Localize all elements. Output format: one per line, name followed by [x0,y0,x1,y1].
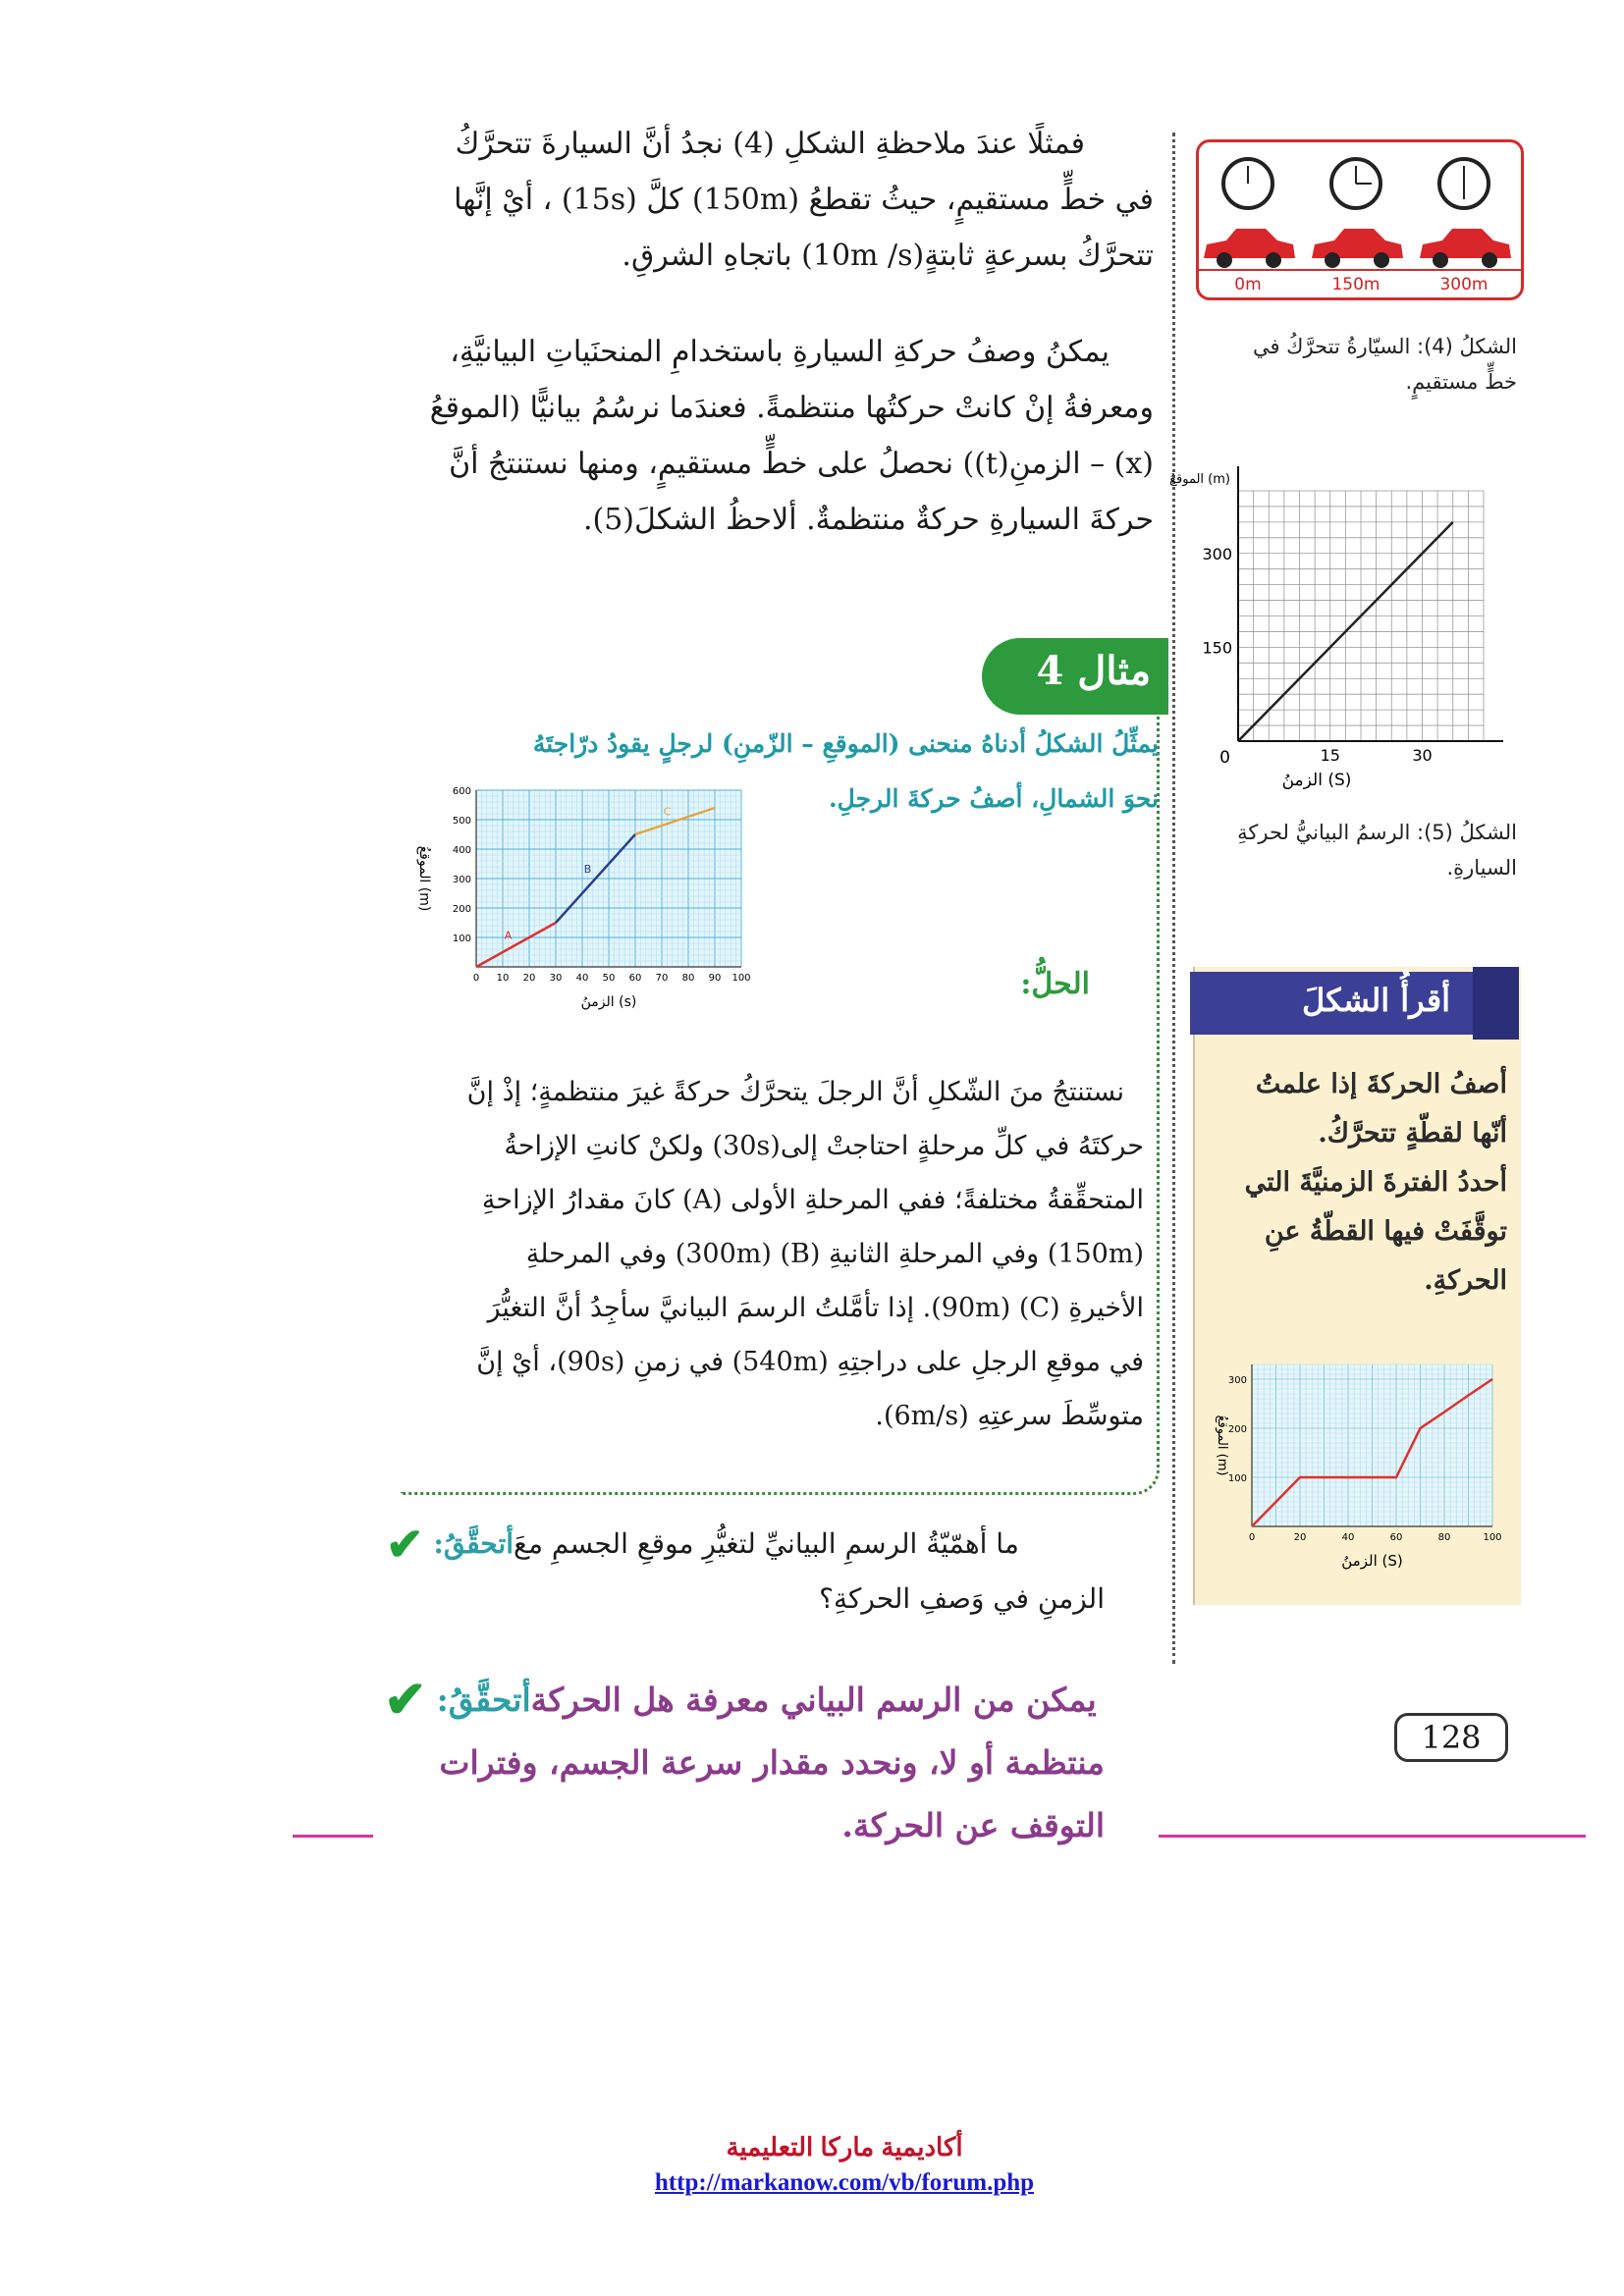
figure4-caption [1193,329,1517,400]
header-accent [1473,967,1519,1040]
text-line: ما أهمّيّةُ الرسمِ البيانيِّ لتغيُّرِ موقعِ الجسمِ معَ [514,1527,1019,1560]
check-label: أتحقَّقُ: [433,1527,514,1560]
y-tick-label: 300 [1227,1375,1247,1386]
wheel [1217,252,1232,268]
y-tick-label: 100 [452,934,471,944]
position-label: 300m [1439,275,1489,294]
wheel [1433,252,1448,268]
footer-title: أكاديمية ماركا التعليمية [726,2132,963,2162]
text-line: أنّها لقطّةٍ تتحرَّكُ. [1318,1118,1507,1148]
text-line: تتحرَّكُ بسرعةٍ ثابتةٍ(10m /s) باتجاهِ الشرقِ. [622,239,1154,273]
x-tick-label: 80 [1437,1532,1451,1543]
x-tick-label: 60 [1389,1532,1403,1543]
solution-label: الحلُّ: [1020,967,1090,1001]
text-line: المتحقِّقةُ مختلفةً؛ ففي المرحلةِ الأولى (A) كانَ مقدارُ الإزاحةِ [481,1185,1144,1215]
example-label: مثال 4 [1036,648,1151,694]
text-line: الأخيرةِ (C) (90m). إذا تأمَّلتُ الرسمَ البيانيَّ سأجِدُ أنَّ التغيُّرَ [487,1293,1144,1323]
caption-line: الشكلُ (5): الرسمُ البيانيُّ لحركةِ [1237,821,1517,844]
read-figure-header [1190,972,1519,1035]
text-line: توقَّفَتْ فيها القطّةُ عنِ [1264,1216,1507,1247]
y-axis-label: الموقعُ (m) [416,845,432,912]
divider-left [293,1835,373,1838]
x-tick-label: 0 [1248,1532,1256,1543]
caption-line: خطٍّ مستقيمٍ. [1405,370,1517,394]
text-line: أصفُ الحركةَ إذا علمتُ [1255,1069,1507,1099]
y-tick-label: 400 [452,845,471,856]
wheel [1482,252,1497,268]
x-tick-label: 50 [602,973,616,984]
read-figure-title: أقرأُ الشكلَ [1302,982,1450,1019]
x-tick-label: 90 [708,973,722,984]
text-line: حركتَهُ في كلِّ مرحلةٍ احتاجتْ إلى(30s) ولكنْ كانتِ الإزاحةُ [504,1131,1144,1161]
x-tick-label: 40 [1341,1532,1355,1543]
text-line: الزمنِ في وَصفِ الحركةِ؟ [819,1582,1105,1615]
text-line: متوسِّطَ سرعتِهِ (6m/s). [875,1401,1144,1431]
x-tick-label: 10 [496,973,510,984]
x-tick-label: 70 [655,973,669,984]
text-line: فمثلًا عندَ ملاحظةِ الشكلِ (4) نجدُ أنَّ السيارةَ تتحرَّكُ [455,127,1085,161]
y-tick-label: 500 [452,816,471,827]
x-axis-label: الزمنُ (S) [1281,771,1352,790]
car-icon [1204,229,1295,258]
car-icon [1312,229,1403,258]
text-line: (150m) وفي المرحلةِ الثانيةِ (B) (300m) وفي المرحلةِ [525,1239,1144,1269]
y-tick-label: 150 [1202,638,1232,658]
text-line: التوقف عن الحركة. [841,1806,1105,1844]
x-tick-label: 20 [1293,1532,1307,1543]
solution-paragraph [417,1065,1144,1443]
check-section [378,1517,1173,1627]
origin-label: 0 [1219,748,1230,768]
x-tick-label: 60 [628,973,642,984]
y-tick-label: 200 [452,904,471,915]
answer-section [378,1669,1173,1857]
text-line: (x) – الزمنِ(t)) نحصلُ على خطٍّ مستقيمٍ، ومنها نستنتجُ أنَّ [449,447,1154,481]
example-question [532,717,1159,827]
figure4-box [1196,139,1524,300]
text-line: في موقعِ الرجلِ على دراجتِهِ (540m) في زمنِ (90s)، أيْ إنَّ [476,1347,1144,1377]
figure4-art [1199,142,1521,297]
series-label: C [663,805,672,819]
example4-chart [403,775,766,1021]
y-axis-label: الموقعُ (m) [1215,1415,1229,1476]
check-mark-icon: ✔ [386,1518,424,1571]
example-badge [982,638,1168,715]
wheel [1374,252,1389,268]
text-line: يمثِّلُ الشكلُ أدناهُ منحنى (الموقعِ – الزّمنِ) لرجلٍ يقودُ درّاجتَهُ [532,729,1159,758]
x-tick-label: 40 [575,973,589,984]
x-tick-label: 80 [681,973,695,984]
text-line: الحركةِ. [1424,1265,1507,1296]
y-tick-label: 300 [1202,544,1232,563]
figure5-caption [1193,815,1517,885]
x-tick-label: 100 [1483,1532,1502,1543]
x-tick-label: 100 [731,973,751,984]
intro-paragraph [378,116,1154,284]
answer-label: أتحقَّقُ: [436,1681,531,1719]
x-tick-label: 30 [549,973,563,984]
y-axis-label: الموقعُ (m) [1169,472,1230,487]
position-label: 150m [1331,275,1380,294]
text-line: نستنتجُ منَ الشّكلِ أنَّ الرجلَ يتحرَّكُ حركةً غيرَ منتظمةٍ؛ إذْ إنَّ [466,1077,1124,1107]
figure5-chart [1169,452,1522,795]
x-tick-label: 15 [1320,746,1340,765]
y-tick-label: 200 [1227,1424,1247,1435]
check-mark-icon: ✔ [384,1670,427,1730]
text-line: نحوَ الشمالِ، أصفُ حركةَ الرجلِ. [828,784,1159,813]
text-line: في خطٍّ مستقيمٍ، حيثُ تقطعُ (150m) كلَّ (15s) ، أيْ إنَّها [454,183,1154,217]
caption-line: الشكلُ (4): السيّارةُ تتحرَّكُ في [1252,335,1517,358]
cat-motion-chart [1203,1350,1512,1590]
caption-line: السيارةِ. [1446,856,1517,880]
y-tick-label: 600 [452,786,471,797]
y-tick-label: 100 [1227,1473,1247,1484]
text-line: يمكنُ وصفُ حركةِ السيارةِ باستخدامِ المنحنَياتِ البيانيَّةِ، [450,335,1110,369]
text-line: يمكن من الرسم البياني معرفة هل الحركة [530,1681,1097,1719]
text-line: منتظمة أو لا، ونحدد مقدار سرعة الجسم، وفترات [439,1743,1105,1782]
text-line: حركةَ السيارةِ حركةٌ منتظمةٌ. ألاحظُ الشكلَ(5). [582,503,1154,537]
y-tick-label: 300 [452,875,471,885]
wheel [1325,252,1340,268]
column-divider [1172,133,1175,1664]
x-tick-label: 30 [1412,746,1433,765]
text-line: أحددُ الفترةَ الزمنيَّةَ التي [1244,1167,1507,1198]
x-tick-label: 0 [472,973,480,984]
car-icon [1420,229,1511,258]
page-number: 128 [1394,1713,1508,1762]
footer-link[interactable]: http://markanow.com/vb/forum.php [654,2169,1035,2196]
position-label: 0m [1234,275,1262,294]
wheel [1266,252,1281,268]
x-tick-label: 20 [522,973,536,984]
text-line: ومعرفةُ إنْ كانتْ حركتُها منتظمةً. فعندَما نرسُمُ بيانيًّا (الموقعُ [429,391,1154,425]
graph-paragraph [378,324,1154,548]
divider-right [1159,1835,1586,1838]
series-label: A [504,929,513,942]
read-figure-text [1203,1060,1507,1306]
series-label: B [583,863,592,876]
x-axis-label: الزمنُ (s) [580,994,637,1010]
x-axis-label: الزمنُ (S) [1341,1552,1403,1570]
